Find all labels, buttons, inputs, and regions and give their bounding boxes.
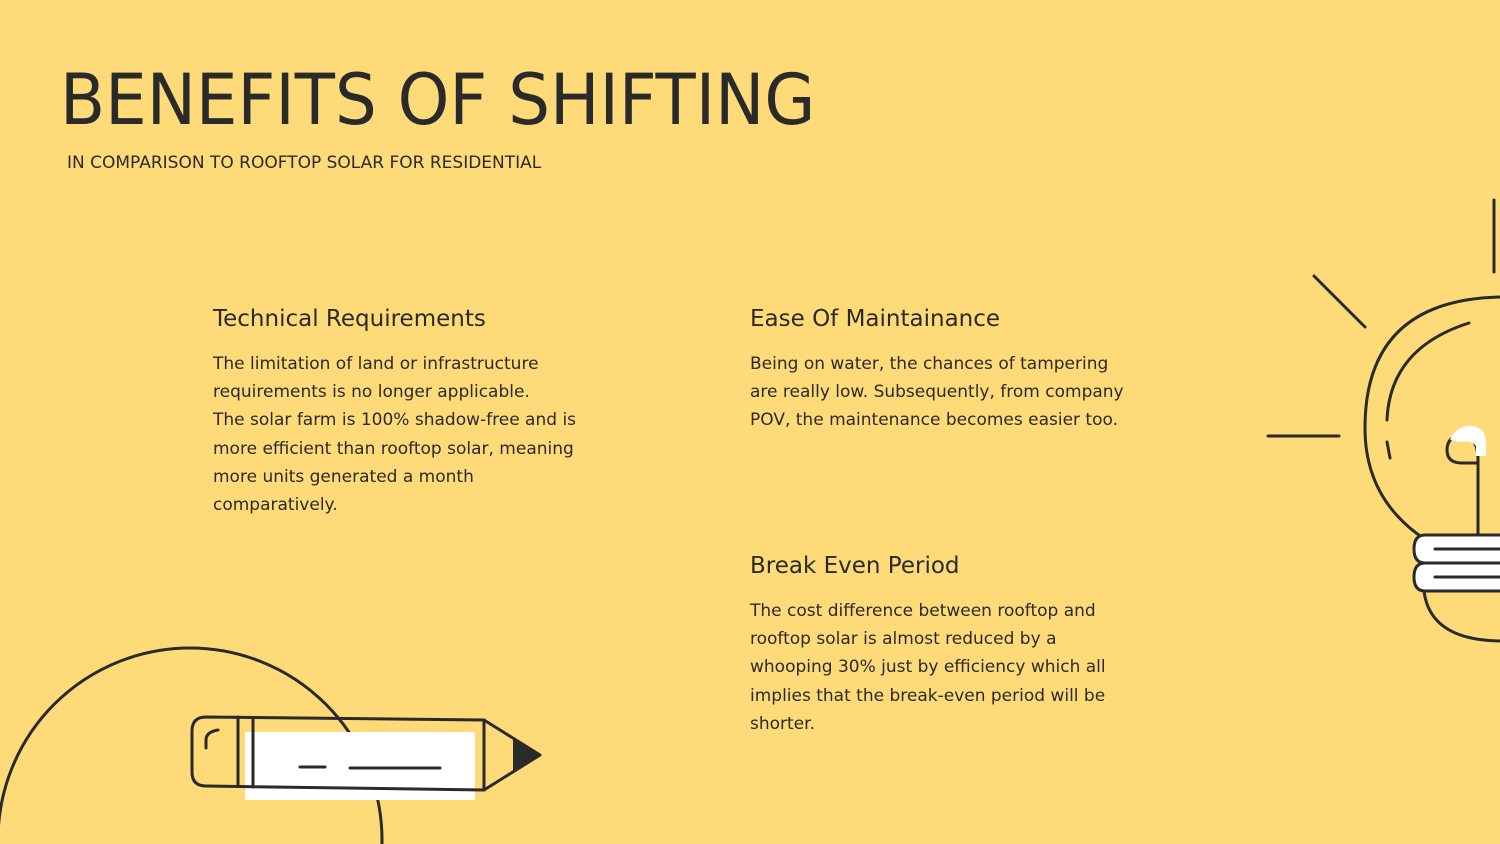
card-body-line: more units generated a month	[213, 466, 474, 487]
card-body-line: The limitation of land or infrastructure	[213, 354, 539, 374]
card-heading: Ease Of Maintainance	[750, 306, 1001, 332]
card-body-line: comparatively.	[213, 495, 338, 516]
card-heading: Break Even Period	[750, 553, 960, 579]
card-body-line: shorter.	[750, 713, 815, 734]
card-body-line: implies that the break-even period will be	[750, 685, 1106, 706]
card-body-line: whooping 30% just by efficiency which all	[750, 657, 1106, 678]
card-body-line: POV, the maintenance becomes easier too.	[750, 410, 1119, 431]
card-heading: Technical Requirements	[213, 306, 486, 332]
card-body-line: are really low. Subsequently, from company	[750, 382, 1124, 403]
card-body-line: Being on water, the chances of tampering	[750, 354, 1109, 374]
card-body-line: The cost difference between rooftop and	[750, 601, 1096, 621]
card-body-line: more efficient than rooftop solar, meaning	[213, 438, 574, 459]
card-body-line: The solar farm is 100% shadow-free and is	[213, 410, 577, 431]
card-body-line: requirements is no longer applicable.	[213, 382, 530, 403]
slide-title: BENEFITS OF SHIFTING	[60, 59, 816, 141]
slide-subtitle: IN COMPARISON TO ROOFTOP SOLAR FOR RESIDENTIAL	[67, 153, 542, 173]
card-body-line: rooftop solar is almost reduced by a	[750, 629, 1057, 650]
